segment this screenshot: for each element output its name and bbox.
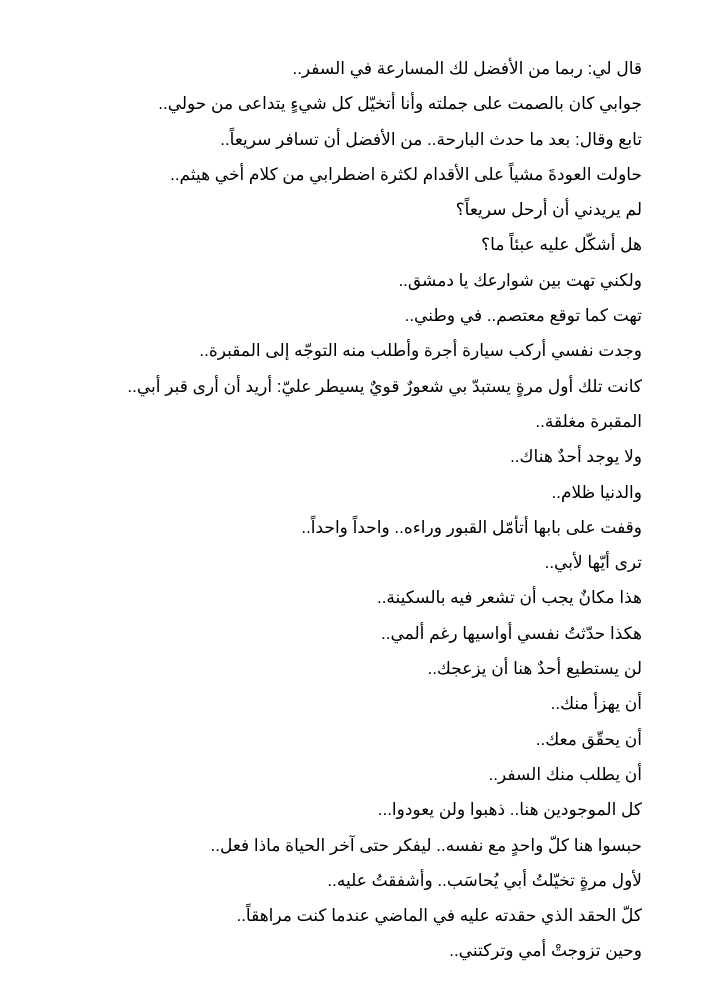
text-line: ولا يوجد أحدٌ هناك.. xyxy=(510,447,642,467)
text-line: كلّ الحقد الذي حقدته عليه في الماضي عندما كنت مراهقاً.. xyxy=(236,906,642,926)
text-line: حاولت العودةَ مشياً على الأقدام لكثرة اضطرابي من كلام أخي هيثم.. xyxy=(170,164,642,184)
text-line: تهت كما توقع معتصم.. في وطني.. xyxy=(404,306,642,326)
text-line: ترى أيّها لأبي.. xyxy=(544,553,642,573)
text-line: والدنيا ظلام.. xyxy=(551,482,642,502)
text-line: أن يهزأ منك.. xyxy=(550,694,642,714)
text-line: أن يطلب منك السفر.. xyxy=(488,764,642,784)
text-line: هل أشكّل عليه عبئاً ما؟ xyxy=(481,235,642,255)
text-line: كانت تلك أول مرةٍ يستبدّ بي شعورٌ قويٌ يسيطر عليّ: أريد أن أرى قبر أبي.. xyxy=(127,376,642,396)
text-line: تابع وقال: بعد ما حدث البارحة.. من الأفضل أن تسافر سريعاً.. xyxy=(220,129,642,149)
text-line: قال لي: ربما من الأفضل لك المسارعة في السفر.. xyxy=(292,59,642,78)
text-line: لأول مرةٍ تخيّلتُ أبي يُحاسَب.. وأشفقتُ عليه.. xyxy=(327,870,642,890)
text-line: وقفت على بابها أتأمّل القبور وراءه.. واحداً واحداً.. xyxy=(301,517,642,537)
text-line: حبسوا هنا كلّ واحدٍ مع نفسه.. ليفكر حتى آخر الحياة ماذا فعل.. xyxy=(210,835,642,855)
text-line: لن يستطيع أحدٌ هنا أن يزعجك.. xyxy=(427,659,642,679)
text-line: لم يريدني أن أرحل سريعاً؟ xyxy=(455,200,642,220)
text-body xyxy=(42,51,642,969)
text-line: هكذا حدّثتُ نفسي أواسيها رغم ألمي.. xyxy=(381,623,642,643)
text-line: جوابي كان بالصمت على جملته وأنا أتخيّل كل شيءٍ يتداعى من حولي.. xyxy=(158,94,642,114)
text-line: هذا مكانٌ يجب أن تشعر فيه بالسكينة.. xyxy=(376,588,642,608)
text-line: أن يحقّق معك.. xyxy=(535,729,642,749)
text-line: المقبرة مغلقة.. xyxy=(535,411,642,431)
text-line: وجدت نفسي أركب سيارة أجرة وأطلب منه التوجّه إلى المقبرة.. xyxy=(199,341,642,361)
text-line: وحين تزوجتْ أمي وتركتني.. xyxy=(449,941,642,961)
text-line: ولكني تهت بين شوارعك يا دمشق.. xyxy=(398,270,642,290)
text-line: كل الموجودين هنا.. ذهبوا ولن يعودوا... xyxy=(377,800,642,820)
